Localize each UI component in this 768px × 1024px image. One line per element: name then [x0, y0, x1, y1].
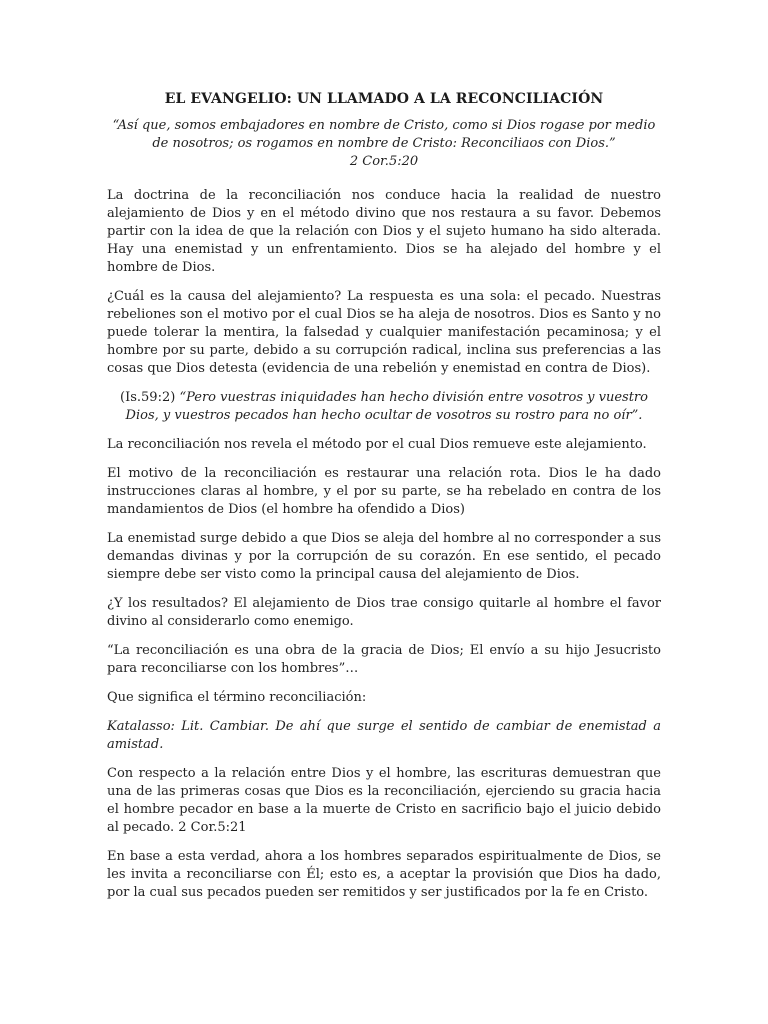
- epigraph-line-1: “Así que, somos embajadores en nombre de Cristo, como si Dios rogase por medio: [112, 118, 656, 133]
- page-title: EL EVANGELIO: UN LLAMADO A LA RECONCILIACIÓN: [164, 91, 604, 107]
- scripture-quote-ref: (Is.59:2): [120, 390, 176, 405]
- paragraph-7-quote: “La reconciliación es una obra de la gracia de Dios; El envío a su hijo Jesucristo para reconciliarse con los hombres”…: [107, 643, 661, 676]
- scripture-quote-text: “Pero vuestras iniquidades han hecho división entre vosotros y vuestro Dios, y vuestros pecados han hecho ocultar de vosotros su rostro para no oír”.: [125, 390, 648, 423]
- paragraph-9-definition: Katalasso: Lit. Cambiar. De ahí que surge el sentido de cambiar de enemistad a amistad.: [107, 719, 661, 752]
- paragraph-1: La doctrina de la reconciliación nos conduce hacia la realidad de nuestro alejamiento de Dios y en el método divino que nos restaura a su favor. Debemos partir con la idea de que la relación con Dios y el sujeto humano ha sido alterada. Hay una enemistad y un enfrentamiento. Dios se ha alejado del hombre y el hombre de Dios.: [107, 188, 661, 275]
- paragraph-6: ¿Y los resultados? El alejamiento de Dios trae consigo quitarle al hombre el favor divino al considerarlo como enemigo.: [107, 596, 661, 629]
- scripture-quote: [107, 389, 661, 425]
- paragraph-10: Con respecto a la relación entre Dios y el hombre, las escrituras demuestran que una de las primeras cosas que Dios es la reconciliación, ejerciendo su gracia hacia el hombre pecador en base a la muerte de Cristo en sacrificio bajo el juicio debido al pecado. 2 Cor.5:21: [107, 766, 661, 835]
- document-content: [107, 91, 661, 913]
- epigraph-line-2: de nosotros; os rogamos en nombre de Cristo: Reconciliaos con Dios.”: [152, 136, 616, 151]
- paragraph-5: La enemistad surge debido a que Dios se aleja del hombre al no corresponder a sus demandas divinas y por la corrupción de su corazón. En ese sentido, el pecado siempre debe ser visto como la principal causa del alejamiento de Dios.: [107, 531, 661, 582]
- paragraph-2: ¿Cuál es la causa del alejamiento? La respuesta es una sola: el pecado. Nuestras rebeliones son el motivo por el cual Dios se ha aleja de nosotros. Dios es Santo y no puede tolerar la mentira, la falsedad y cualquier manifestación pecaminosa; y el hombre por su parte, debido a su corrupción radical, inclina sus preferencias a las cosas que Dios detesta (evidencia de una rebelión y enemistad en contra de Dios).: [107, 289, 661, 376]
- paragraph-3: La reconciliación nos revela el método por el cual Dios remueve este alejamiento.: [107, 437, 647, 452]
- paragraph-4: El motivo de la reconciliación es restaurar una relación rota. Dios le ha dado instrucciones claras al hombre, y el por su parte, se ha rebelado en contra de los mandamientos de Dios (el hombre ha ofendido a Dios): [107, 466, 661, 517]
- paragraph-8: Que significa el término reconciliación:: [107, 690, 367, 705]
- epigraph-reference: 2 Cor.5:20: [349, 154, 419, 169]
- paragraph-11: En base a esta verdad, ahora a los hombres separados espiritualmente de Dios, se les invita a reconciliarse con Él; esto es, a aceptar la provisión que Dios ha dado, por la cual sus pecados pueden ser remitidos y ser justificados por la fe en Cristo.: [107, 849, 661, 900]
